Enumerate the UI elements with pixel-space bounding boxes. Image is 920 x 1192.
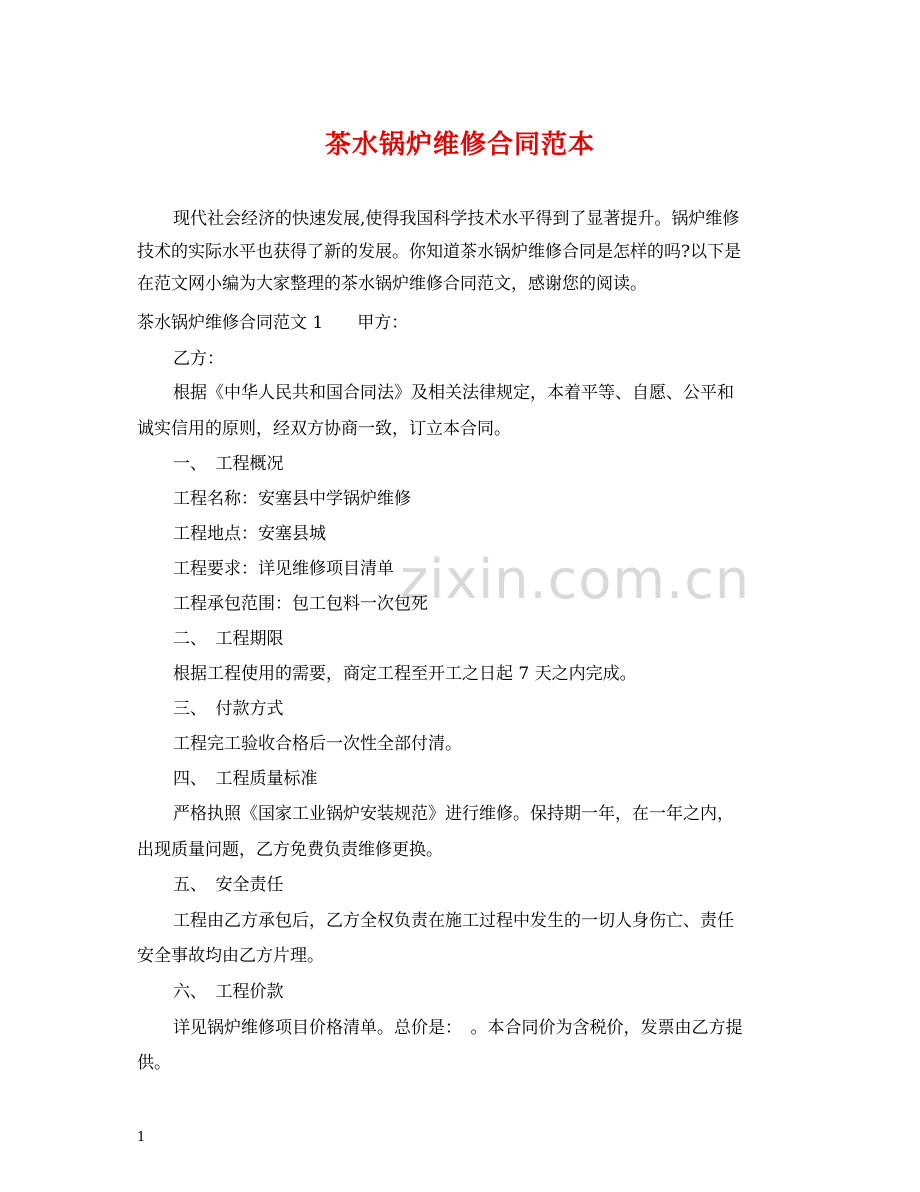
paragraph-line: 出现质量问题，乙方免费负责维修更换。 bbox=[137, 840, 443, 860]
paragraph-line: 工程名称：安塞县中学锅炉维修 bbox=[173, 489, 411, 509]
watermark: zixin.com.cn bbox=[400, 548, 751, 611]
paragraph-line: 乙方： bbox=[173, 349, 224, 369]
paragraph-line: 安全事故均由乙方片理。 bbox=[137, 946, 324, 966]
section-heading: 二、 工程期限 bbox=[173, 629, 284, 649]
paragraph-line: 根据工程使用的需要，商定工程至开工之日起 7 天之内完成。 bbox=[173, 664, 637, 684]
paragraph-line: 工程由乙方承包后，乙方全权负责在施工过程中发生的一切人身伤亡、责任 bbox=[173, 911, 734, 931]
paragraph-line: 严格执照《国家工业锅炉安装规范》进行维修。保持期一年，在一年之内， bbox=[173, 804, 734, 824]
paragraph-line: 诚实信用的原则，经双方协商一致，订立本合同。 bbox=[137, 419, 511, 439]
paragraph-line: 茶水锅炉维修合同范文 1 甲方： bbox=[137, 313, 409, 333]
paragraph-line: 根据《中华人民共和国合同法》及相关法律规定，本着平等、自愿、公平和 bbox=[173, 383, 734, 403]
section-heading: 六、 工程价款 bbox=[173, 982, 284, 1002]
paragraph-line: 工程地点：安塞县城 bbox=[173, 524, 326, 544]
paragraph-line: 工程要求：详见维修项目清单 bbox=[173, 559, 394, 579]
section-heading: 五、 安全责任 bbox=[173, 875, 284, 895]
paragraph-line: 技术的实际水平也获得了新的发展。你知道茶水锅炉维修合同是怎样的吗?以下是 bbox=[137, 242, 742, 262]
section-heading: 三、 付款方式 bbox=[173, 699, 284, 719]
paragraph-line: 在范文网小编为大家整理的茶水锅炉维修合同范文，感谢您的阅读。 bbox=[137, 274, 647, 294]
page-number: 1 bbox=[137, 1130, 146, 1145]
section-heading: 一、 工程概况 bbox=[173, 454, 284, 474]
paragraph-line: 现代社会经济的快速发展,使得我国科学技术水平得到了显著提升。锅炉维修 bbox=[173, 209, 740, 229]
paragraph-line: 工程承包范围：包工包料一次包死 bbox=[173, 594, 428, 614]
paragraph-line: 详见锅炉维修项目价格清单。总价是： 。本合同价为含税价，发票由乙方提 bbox=[173, 1018, 743, 1038]
section-heading: 四、 工程质量标准 bbox=[173, 769, 318, 789]
paragraph-line: 工程完工验收合格后一次性全部付清。 bbox=[173, 734, 462, 754]
document-title: 茶水锅炉维修合同范本 bbox=[324, 130, 595, 160]
paragraph-line: 供。 bbox=[137, 1053, 171, 1073]
